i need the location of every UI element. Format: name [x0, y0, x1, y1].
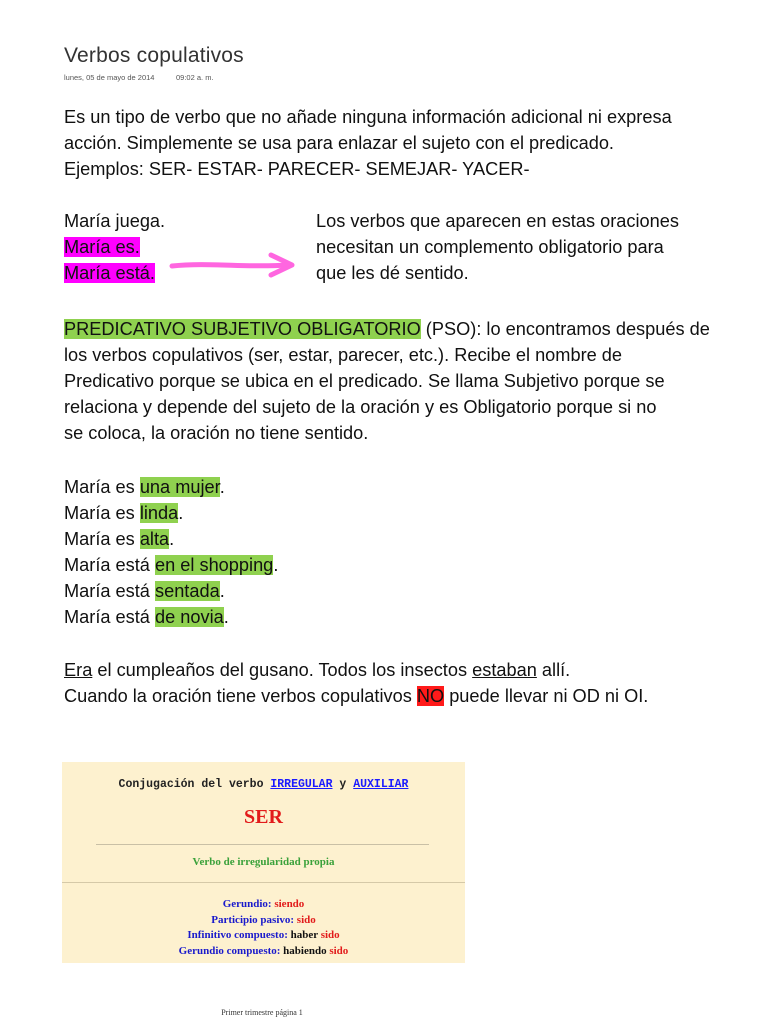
divider: [62, 882, 465, 883]
irregular-link[interactable]: IRREGULAR: [270, 778, 333, 791]
underlined-verb: Era: [64, 660, 93, 680]
pso-complement: en el shopping: [154, 555, 274, 575]
examples-left: [64, 208, 165, 286]
pso-complement: sentada: [154, 581, 220, 601]
pso-term: PREDICATIVO SUBJETIVO OBLIGATORIO: [64, 319, 421, 339]
highlight-magenta: María es.: [64, 237, 140, 257]
conjugation-heading: Conjugación del verbo IRREGULAR y AUXILIAR: [118, 778, 409, 791]
pso-examples: [64, 474, 278, 630]
intro-paragraph: [64, 104, 672, 182]
example-sentence: [64, 260, 165, 286]
pso-example: María está sentada.: [64, 581, 225, 601]
pso-complement: linda: [139, 503, 179, 523]
explanation-text: Los verbos que aparecen en estas oraciones necesitan un complemento obligatorio para que les dé sentido.: [316, 211, 679, 283]
auxiliar-link[interactable]: AUXILIAR: [353, 778, 409, 791]
verb-subtitle: Verbo de irregularidad propia: [192, 856, 335, 868]
pso-example: María está de novia.: [64, 607, 229, 627]
page-title: Verbos copulativos: [64, 44, 244, 67]
highlight-magenta: María está.: [64, 263, 155, 283]
closing-paragraph: Era el cumpleaños del gusano. Todos los insectos estaban allí. Cuando la oración tiene verbos copulativos NO puede llevar ni OD ni OI.: [64, 660, 649, 706]
intro-line: acción. Simplemente se usa para enlazar el sujeto con el predicado.: [64, 133, 614, 153]
intro-line: Es un tipo de verbo que no añade ninguna información adicional ni expresa: [64, 107, 672, 127]
participio-row: Participio pasivo: sido: [211, 913, 316, 926]
pso-complement: una mujer: [139, 477, 220, 497]
example-sentence: [64, 234, 165, 260]
conjugation-box: [62, 762, 465, 963]
pso-example: María está en el shopping.: [64, 555, 279, 575]
gerundio-compuesto-row: Gerundio compuesto: habiendo sido: [178, 944, 349, 957]
page-footer: Primer trimestre página 1: [221, 1008, 303, 1017]
infinitivo-row: Infinitivo compuesto: haber sido: [187, 929, 340, 941]
pso-example: María es alta.: [64, 529, 175, 549]
right-arrow-icon: [168, 250, 300, 280]
gerundio-row: Gerundio: siendo: [222, 898, 305, 910]
example-sentence: María juega.: [64, 211, 166, 231]
pso-complement: alta: [139, 529, 170, 549]
underlined-verb: estaban: [472, 660, 537, 680]
verb-forms: [62, 897, 465, 959]
intro-line: Ejemplos: SER- ESTAR- PARECER- SEMEJAR- YACER-: [64, 159, 530, 179]
pso-example: María es linda.: [64, 503, 184, 523]
verb-title: SER: [244, 806, 283, 828]
pso-complement: de novia: [154, 607, 224, 627]
highlight-red: NO: [416, 686, 445, 706]
pso-paragraph: PREDICATIVO SUBJETIVO OBLIGATORIO (PSO): lo encontramos después de los verbos copulativos (ser, estar, parecer, etc.). Recibe el nombre de Predicativo porque se ubica en el predicado. Se llama Subjetivo porque se relaciona y depende del sujeto de la oración y es Obligatorio porque si no se coloca, la oración no tiene sentido.: [64, 319, 710, 443]
divider: [96, 844, 429, 845]
page-time: 09:02 a. m.: [176, 73, 214, 82]
pso-example: María es una mujer.: [64, 477, 225, 497]
page-date: lunes, 05 de mayo de 2014: [64, 73, 155, 82]
